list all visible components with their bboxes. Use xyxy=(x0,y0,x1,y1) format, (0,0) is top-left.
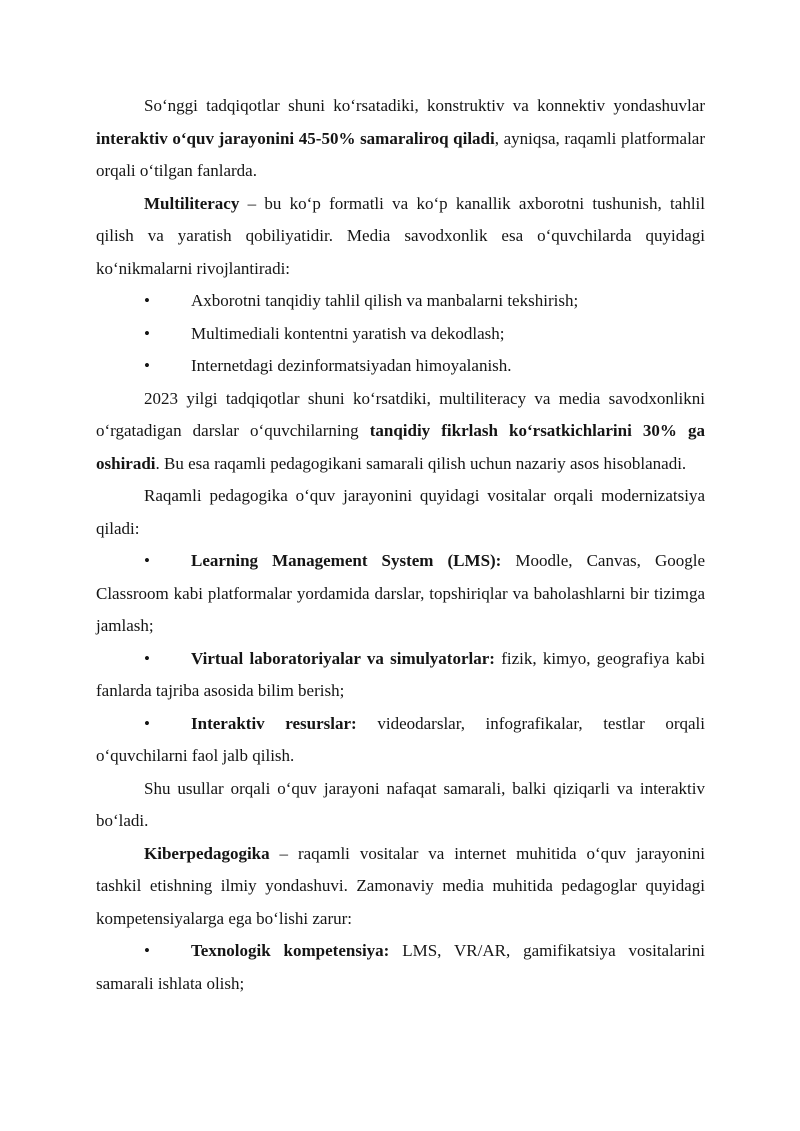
bold-text-run: interaktiv o‘quv jarayonini 45-50% samaraliroq qiladi xyxy=(96,128,495,148)
text-run: fizik, kimyo, geografiya kabi fanlarda tajriba asosida bilim berish; xyxy=(96,648,705,700)
document-content xyxy=(96,90,705,1000)
text-run: videodarslar, infografikalar, testlar orqali o‘quvchilarni faol jalb qilish. xyxy=(96,713,705,765)
bullet-marker-icon: • xyxy=(144,356,150,375)
text-run: , ayniqsa, raqamli platformalar orqali o‘tilgan fanlarda. xyxy=(96,128,705,180)
paragraph xyxy=(96,773,705,838)
text-run: Moodle, Canvas, Google Classroom kabi platformalar yordamida darslar, topshiriqlar va baholashlarni bir tizimga jamlash; xyxy=(96,551,705,635)
bullet-item xyxy=(96,285,705,318)
bullet-marker-icon: • xyxy=(144,941,150,960)
bullet-marker-icon: • xyxy=(144,713,150,733)
text-run: So‘nggi tadqiqotlar shuni ko‘rsatadiki, konstruktiv va konnektiv yondashuvlar xyxy=(144,96,705,115)
bullet-marker-icon: • xyxy=(144,551,150,570)
text-run: . Bu esa raqamli pedagogikani samarali qilish uchun nazariy asos hisoblanadi. xyxy=(155,453,687,473)
text-run: LMS, VR/AR, gamifikatsiya vositalarini samarali ishlata olish; xyxy=(96,941,705,993)
bold-text-run: Virtual laboratoriyalar va simulyatorlar: xyxy=(191,648,495,668)
bullet-item xyxy=(96,935,705,1000)
paragraph xyxy=(96,90,705,188)
paragraph xyxy=(96,188,705,286)
bullet-marker-icon: • xyxy=(144,291,150,310)
text-run: Shu usullar orqali o‘quv jarayoni nafaqat samarali, balki qiziqarli va interaktiv bo‘ladi. xyxy=(96,778,705,830)
bullet-item xyxy=(96,708,705,773)
text-run: – bu ko‘p formatli va ko‘p kanallik axborotni tushunish, tahlil qilish va yaratish qobiliyatidir. Media savodxonlik esa o‘quvchilarda quyidagi ko‘nikmalarni rivojlantiradi: xyxy=(96,193,705,278)
bullet-item xyxy=(96,350,705,383)
bold-text-run: Texnologik kompetensiya: xyxy=(191,941,390,960)
text-run: Internetdagi dezinformatsiyadan himoyalanish. xyxy=(191,356,512,375)
text-run: Raqamli pedagogika o‘quv jarayonini quyidagi vositalar orqali modernizatsiya qiladi: xyxy=(96,486,705,538)
bold-text-run: Kiberpedagogika xyxy=(144,843,270,863)
bold-text-run: Multiliteracy xyxy=(144,193,240,213)
bullet-item xyxy=(96,643,705,708)
bold-text-run: Learning Management System (LMS): xyxy=(191,551,502,570)
text-run: – raqamli vositalar va internet muhitida o‘quv jarayonini tashkil etishning ilmiy yondashuvi. Zamonaviy media muhitida pedagoglar quyidagi kompetensiyalarga ega bo‘lishi zarur: xyxy=(96,843,705,928)
text-run: 2023 yilgi tadqiqotlar shuni ko‘rsatdiki, multiliteracy va media savodxonlikni o‘rgatadigan darslar o‘quvchilarning xyxy=(96,388,705,440)
bullet-marker-icon: • xyxy=(144,648,150,668)
bullet-item xyxy=(96,545,705,643)
text-run: Axborotni tanqidiy tahlil qilish va manbalarni tekshirish; xyxy=(191,291,579,310)
bullet-marker-icon: • xyxy=(144,323,150,343)
paragraph xyxy=(96,838,705,936)
paragraph xyxy=(96,480,705,545)
bold-text-run: Interaktiv resurslar: xyxy=(191,713,357,733)
bold-text-run: tanqidiy fikrlash ko‘rsatkichlarini 30% ga oshiradi xyxy=(96,421,705,473)
paragraph xyxy=(96,383,705,481)
bullet-item xyxy=(96,318,705,351)
text-run: Multimediali kontentni yaratish va dekodlash; xyxy=(191,323,505,343)
